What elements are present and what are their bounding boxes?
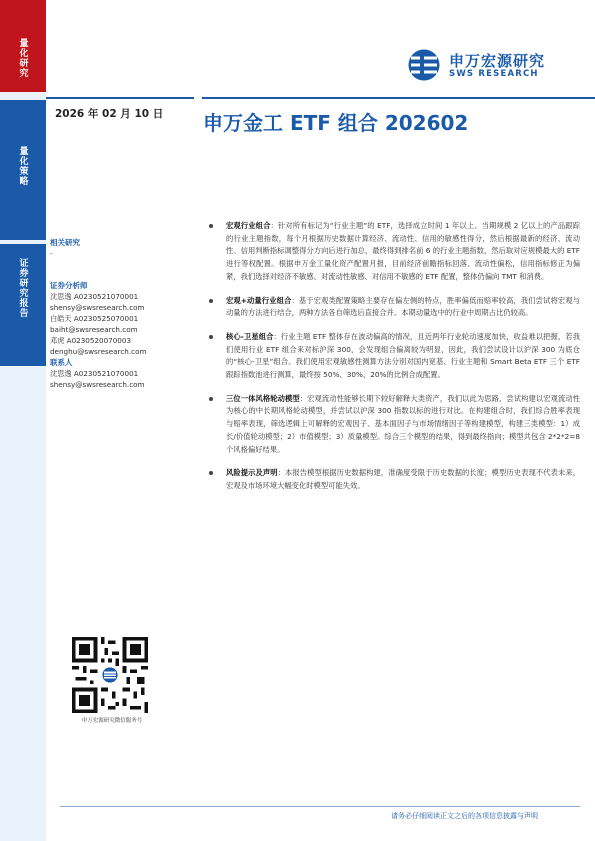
bullet-lead: 核心-卫星组合 <box>226 331 274 341</box>
bullet-dot-icon <box>209 299 213 303</box>
analyst-email[interactable]: baiht@swsresearch.com <box>50 325 138 334</box>
sidebar-tab-label: 证券研究报告 <box>17 258 28 318</box>
bullet-item <box>208 295 580 320</box>
bullet-item <box>208 467 580 492</box>
related-research-heading: 相关研究 <box>50 238 80 247</box>
brand-logo <box>407 48 582 82</box>
sidebar-tab-quant-research <box>0 0 46 92</box>
bullet-text: ：行业主题 ETF 整体存在波动偏高的情况，且近两年行业轮动速度加快，收益难以把握，若我们使用行业 ETF 组合来对标沪深 300，会发现组合偏离较为明显，因此，我们尝试设计以沪深 300 为底仓的“核心-卫星”组合。我们使用宏观敏感性测算方法分别对国内宽基、行业主题和 Smart Beta ETF 三个 ETF 跟踪指数池进行测算，最终按 50%、30%、20%的比例合成配置。 <box>226 331 580 380</box>
qr-code-icon[interactable] <box>72 637 148 713</box>
analyst-name: 白皓天 A0230525070001 <box>50 314 139 323</box>
analyst-name: 邓虎 A0230520070003 <box>50 336 132 345</box>
report-date: 2026 年 02 月 10 日 <box>55 108 164 120</box>
bullet-dot-icon <box>209 335 213 339</box>
contact-heading: 联系人 <box>50 358 73 367</box>
summary-bullets <box>208 220 580 493</box>
analysts-heading: 证券分析师 <box>50 281 88 290</box>
bullet-item <box>208 331 580 382</box>
sidebar-tab-quant-strategy <box>0 100 46 240</box>
contact-email[interactable]: shensy@swsresearch.com <box>50 380 145 389</box>
contact-name: 沈思逸 A0230521070001 <box>50 369 139 378</box>
analyst-email[interactable]: shensy@swsresearch.com <box>50 303 145 312</box>
qr-caption: 申万宏源研究微信服务号 <box>81 718 143 724</box>
report-title: 申万金工 ETF 组合 202602 <box>203 111 469 135</box>
analyst-name: 沈思逸 A0230521070001 <box>50 292 139 301</box>
header-rule-left <box>46 97 194 99</box>
sidebar <box>0 0 46 841</box>
bullet-lead: 风险提示及声明 <box>226 468 278 478</box>
logo-text-cn: 申万宏源研究 <box>449 52 546 70</box>
logo-mark-icon <box>407 48 443 82</box>
header-rule-right <box>202 97 595 99</box>
sidebar-tab-label: 量化研究 <box>17 38 28 78</box>
bullet-text: ：本报告模型根据历史数据构建，准确度受限于历史数据的长度；模型历史表现不代表未来，宏观及市场环境大幅变化时模型可能失效。 <box>226 468 581 490</box>
footer-rule <box>60 806 580 807</box>
bullet-dot-icon <box>209 471 213 475</box>
analyst-email[interactable]: denghu@swsresearch.com <box>50 347 147 356</box>
related-research-value: - <box>50 249 53 258</box>
bullet-dot-icon <box>209 397 213 401</box>
footer-disclaimer: 请务必仔细阅读正文之后的各项信息披露与声明 <box>391 812 538 820</box>
analysts-block <box>50 280 200 390</box>
bullet-dot-icon <box>209 224 213 228</box>
bullet-lead: 宏观+动量行业组合 <box>226 295 292 305</box>
bullet-text: ：针对所有标记为“行业主题”的 ETF，选择成立时间 1 年以上、当期规模 2 亿以上的产品跟踪的行业主题指数，每个月根据历史数据计算经济、流动性、信用的敏感性得分，然后根据最新的经济、流动性、信用判断指标调整得分方向后进行加总，最终得到排名前 6 的行业主题指数，然后取对应规模最大的 ETF 进行等权配置。根据申万金工量化资产配置月报，目前经济前瞻指标回落、流动性偏松，信用指标修正为偏紧，我们选择对经济不敏感、对流动性敏感、对信用不敏感的 ETF 配置，整体仍偏向 TMT 和消费。 <box>226 221 580 281</box>
bullet-item <box>208 393 580 457</box>
bullet-lead: 宏观行业组合 <box>226 221 271 230</box>
related-research <box>50 237 200 259</box>
sidebar-tab-securities-report <box>0 244 46 366</box>
logo-text-en: SWS RESEARCH <box>449 69 539 79</box>
sidebar-tab-label: 量化策略 <box>17 146 28 186</box>
bullet-text: ：宏观流动性能够长期下较好解释大类资产，我们以此为思路，尝试构建以宏观流动性为核心的中长期风格轮动模型，并尝试以沪深 300 指数以标的进行对比。在构建组合时，我们综合胜率表现与赔率表现，筛选逻辑上可解释的宏观因子、基本面因子与市场情绪因子等构建模型，构建三类模型：1）成长/价值轮动模型；2）市值模型；3）质量模型。综合三个模型的结果，得到最终指向；模型共包含 2*2*2=8 个风格偏好结果。 <box>226 393 581 454</box>
bullet-item <box>208 220 580 284</box>
bullet-text: ：基于宏观类配置策略主要存在偏左侧的特点，胜率偏低而赔率较高，我们尝试将宏观与动量的方法进行结合，两种方法各自筛选后直接合并。本期动量选中的行业中周期占比仍较高。 <box>226 295 580 318</box>
bullet-lead: 三位一体风格轮动模型 <box>226 393 300 403</box>
